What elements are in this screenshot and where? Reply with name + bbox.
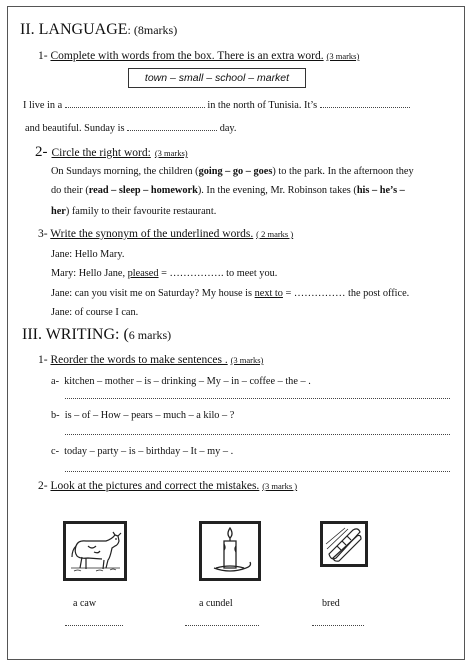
choice-going-go-goes[interactable]: going – go – goes (198, 166, 273, 177)
language-heading (20, 21, 177, 39)
q3-number: 3- (38, 228, 48, 240)
bread-picture (320, 521, 368, 567)
q2-l1-c: ) to the park. In the afternoon they (272, 166, 414, 177)
underlined-next-to: next to (254, 288, 283, 299)
w2-number: 2- (38, 480, 48, 492)
sentence-a-label: a- (51, 376, 59, 387)
q1-instruction (38, 50, 359, 62)
q1-line1-middle: in the north of Tunisia. It’s (207, 100, 318, 111)
caption-bred: bred (322, 598, 340, 609)
synonym-blank-2[interactable]: = …………… the post office. (285, 288, 410, 299)
choice-his-hes-her[interactable]: his – he’s – (356, 185, 405, 196)
sentence-b (51, 410, 234, 421)
q2-l1-a: On Sundays morning, the children ( (51, 166, 199, 177)
answer-line-picture-1[interactable] (65, 625, 123, 626)
cow-icon (66, 524, 124, 578)
sentence-c (51, 446, 233, 457)
w1-marks: (3 marks) (230, 355, 264, 365)
q2-number: 2- (35, 144, 48, 160)
q2-l3-b: ) family to their favourite restaurant. (65, 206, 217, 217)
w2-title: Look at the pictures and correct the mistakes. (50, 480, 260, 492)
q2-marks: (3 marks) (154, 148, 188, 158)
q1-line2-start: and beautiful. Sunday is (25, 123, 125, 134)
candle-icon (202, 524, 258, 578)
q2-line1 (51, 166, 414, 177)
candle-picture (199, 521, 261, 581)
writing-heading (22, 326, 171, 344)
d3-a: Jane: can you visit me on Saturday? My house is (51, 288, 253, 299)
choice-read-sleep-homework[interactable]: read – sleep – homework (88, 185, 198, 196)
q1-line2 (25, 122, 236, 134)
language-title: II. LANGUAGE (20, 21, 128, 38)
answer-line-b[interactable] (65, 434, 450, 435)
q1-line1-start: I live in a (23, 100, 63, 111)
q2-l2-a: do their ( (51, 185, 89, 196)
w2-marks: (3 marks ) (262, 481, 298, 491)
dialogue-line-1: Jane: Hello Mary. (51, 249, 125, 260)
sentence-b-label: b- (51, 410, 60, 421)
answer-line-picture-3[interactable] (312, 625, 364, 626)
q2-l2-c: ). In the evening, Mr. Robinson takes ( (197, 185, 357, 196)
sentence-a (51, 376, 311, 387)
q1-line2-end: day. (219, 123, 237, 134)
q1-number: 1- (38, 50, 48, 62)
synonym-blank-1[interactable]: = ……………. to meet you. (161, 268, 278, 279)
cow-picture (63, 521, 127, 581)
q2-instruction (35, 143, 188, 161)
q2-line2 (51, 185, 405, 196)
caption-a-caw: a caw (73, 598, 97, 609)
answer-line-picture-2[interactable] (185, 625, 259, 626)
q1-line1 (23, 99, 410, 111)
w2-instruction (38, 480, 297, 492)
underlined-pleased: pleased (127, 268, 159, 279)
sentence-c-words: today – party – is – birthday – It – my – . (64, 446, 234, 457)
answer-line-a[interactable] (65, 398, 450, 399)
blank-3[interactable] (127, 122, 217, 131)
q3-marks: ( 2 marks ) (256, 229, 294, 239)
choice-her[interactable]: her (51, 206, 66, 217)
word-box: town – small – school – market (128, 68, 306, 88)
w1-title: Reorder the words to make sentences . (50, 354, 228, 366)
writing-title: III. WRITING: ( (22, 326, 129, 343)
q3-instruction (38, 228, 293, 240)
d2-a: Mary: Hello Jane, (51, 268, 126, 279)
w1-number: 1- (38, 354, 48, 366)
dialogue-line-3 (51, 288, 409, 299)
language-marks: : (8marks) (127, 23, 178, 37)
sentence-a-words: kitchen – mother – is – drinking – My – in – coffee – the – . (64, 376, 311, 387)
q1-marks: (3 marks) (326, 51, 360, 61)
w1-instruction (38, 354, 263, 366)
sentence-c-label: c- (51, 446, 59, 457)
bread-icon (323, 524, 365, 564)
q1-title: Complete with words from the box. There is an extra word. (50, 50, 324, 62)
caption-a-cundel: a cundel (199, 598, 233, 609)
answer-line-c[interactable] (65, 471, 450, 472)
sentence-b-words: is – of – How – pears – much – a kilo – ? (64, 410, 235, 421)
writing-marks: 6 marks) (128, 328, 172, 342)
dialogue-line-4: Jane: of course I can. (51, 307, 139, 318)
dialogue-line-2 (51, 268, 277, 279)
blank-1[interactable] (65, 99, 205, 108)
q2-line3 (51, 206, 216, 217)
q2-title: Circle the right word: (51, 147, 151, 159)
blank-2[interactable] (320, 99, 410, 108)
q3-title: Write the synonym of the underlined words. (50, 228, 254, 240)
